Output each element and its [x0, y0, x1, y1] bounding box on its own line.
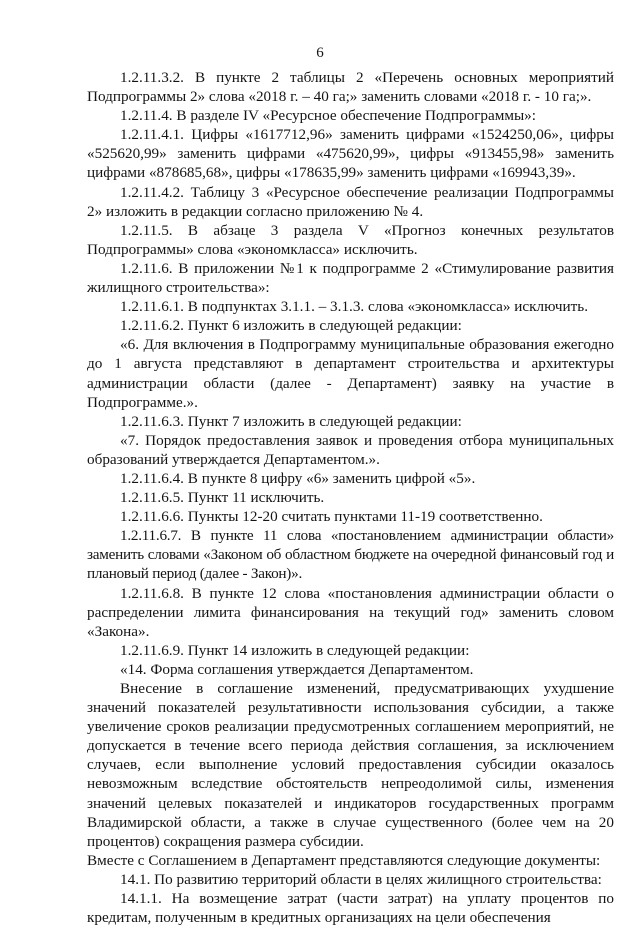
paragraph-1-2-11-4: 1.2.11.4. В разделе IV «Ресурсное обеспечение Подпрограммы»:: [120, 107, 536, 125]
paragraph-1-2-11-4-1: 1.2.11.4.1. Цифры «1617712,96» заменить цифрами «1524250,06», цифры «525620,99» заменить цифрами «475620,99», цифры «913455,98» заменить цифрами «878685,68», цифры «178635,99» заменить цифрами «169943,39».: [87, 126, 614, 182]
paragraph-1-2-11-6-3: 1.2.11.6.3. Пункт 7 изложить в следующей редакции:: [120, 412, 462, 430]
paragraph-1-2-11-6-7: 1.2.11.6.7. В пункте 11 слова «постановлением администрации области» заменить словами «Законом об областном бюджете на очередной финансовый год и плановый период (далее - Закон)».: [87, 527, 614, 583]
page-number: 6: [316, 45, 324, 61]
paragraph-1-2-11-6-1: 1.2.11.6.1. В подпунктах 3.1.1. – 3.1.3. слова «экономкласса» исключить.: [120, 298, 589, 316]
paragraph-1-2-11-6-5: 1.2.11.6.5. Пункт 11 исключить.: [120, 489, 325, 507]
paragraph-1-2-11-6-9: 1.2.11.6.9. Пункт 14 изложить в следующей редакции:: [120, 641, 470, 659]
paragraph-1-2-11-6-6: 1.2.11.6.6. Пункты 12-20 считать пунктами 11-19 соответственно.: [120, 508, 543, 526]
paragraph-1-2-11-4-2: 1.2.11.4.2. Таблицу 3 «Ресурсное обеспечение реализации Подпрограммы 2» изложить в редакции согласно приложению № 4.: [87, 183, 614, 220]
paragraph-1-2-11-6-4: 1.2.11.6.4. В пункте 8 цифру «6» заменить цифрой «5».: [120, 469, 476, 487]
quote-item-14: «14. Форма соглашения утверждается Департаментом.: [120, 660, 474, 678]
paragraph-1-2-11-6: 1.2.11.6. В приложении №1 к подпрограмме 2 «Стимулирование развития жилищного строительства»:: [87, 259, 614, 297]
paragraph-1-2-11-6-8: 1.2.11.6.8. В пункте 12 слова «постановления администрации области о распределении лимита финансирования на текущий год» заменить словом «Закона».: [87, 584, 614, 640]
document-body: [87, 68, 614, 927]
paragraph-documents-intro: Вместе с Соглашением в Департамент представляются следующие документы:: [87, 851, 601, 869]
paragraph-1-2-11-5: 1.2.11.5. В абзаце 3 раздела V «Прогноз конечных результатов Подпрограммы» слова «экономкласса» исключить.: [87, 221, 614, 258]
paragraph-14-1-1: 14.1.1. На возмещение затрат (части затрат) на уплату процентов по кредитам, полученным в кредитных организациях на цели обеспечения: [87, 890, 614, 927]
paragraph-1-2-11-6-2: 1.2.11.6.2. Пункт 6 изложить в следующей редакции:: [120, 317, 462, 335]
paragraph-1-2-11-3-2: 1.2.11.3.2. В пункте 2 таблицы 2 «Перечень основных мероприятий Подпрограммы 2» слова «2018 г. – 40 га;» заменить словами «2018 г. - 10 га;».: [87, 69, 614, 106]
paragraph-14-1: 14.1. По развитию территорий области в целях жилищного строительства:: [120, 870, 602, 888]
quote-item-6: «6. Для включения в Подпрограмму муниципальные образования ежегодно до 1 августа представляют в департамент строительства и архитектуры администрации области (далее - Департамент) заявку на участие в Подпрограмме.».: [87, 336, 614, 411]
paragraph-agreement-changes: Внесение в соглашение изменений, предусматривающих ухудшение значений показателей результативности использования субсидии, а также увеличение сроков реализации предусмотренных соглашением мероприятий, не допускается в течение всего периода действия соглашения, за исключением случаев, если выполнение условий предоставления субсидии оказалось невозможным вследствие обстоятельств непреодолимой силы, изменения значений целевых показателей и индикаторов государственных программ Владимирской области, а также в случае существенного (более чем на 20 процентов) сокращения размера субсидии.: [87, 680, 614, 850]
quote-item-7: «7. Порядок предоставления заявок и проведения отбора муниципальных образований утверждается Департаментом.».: [87, 431, 614, 468]
